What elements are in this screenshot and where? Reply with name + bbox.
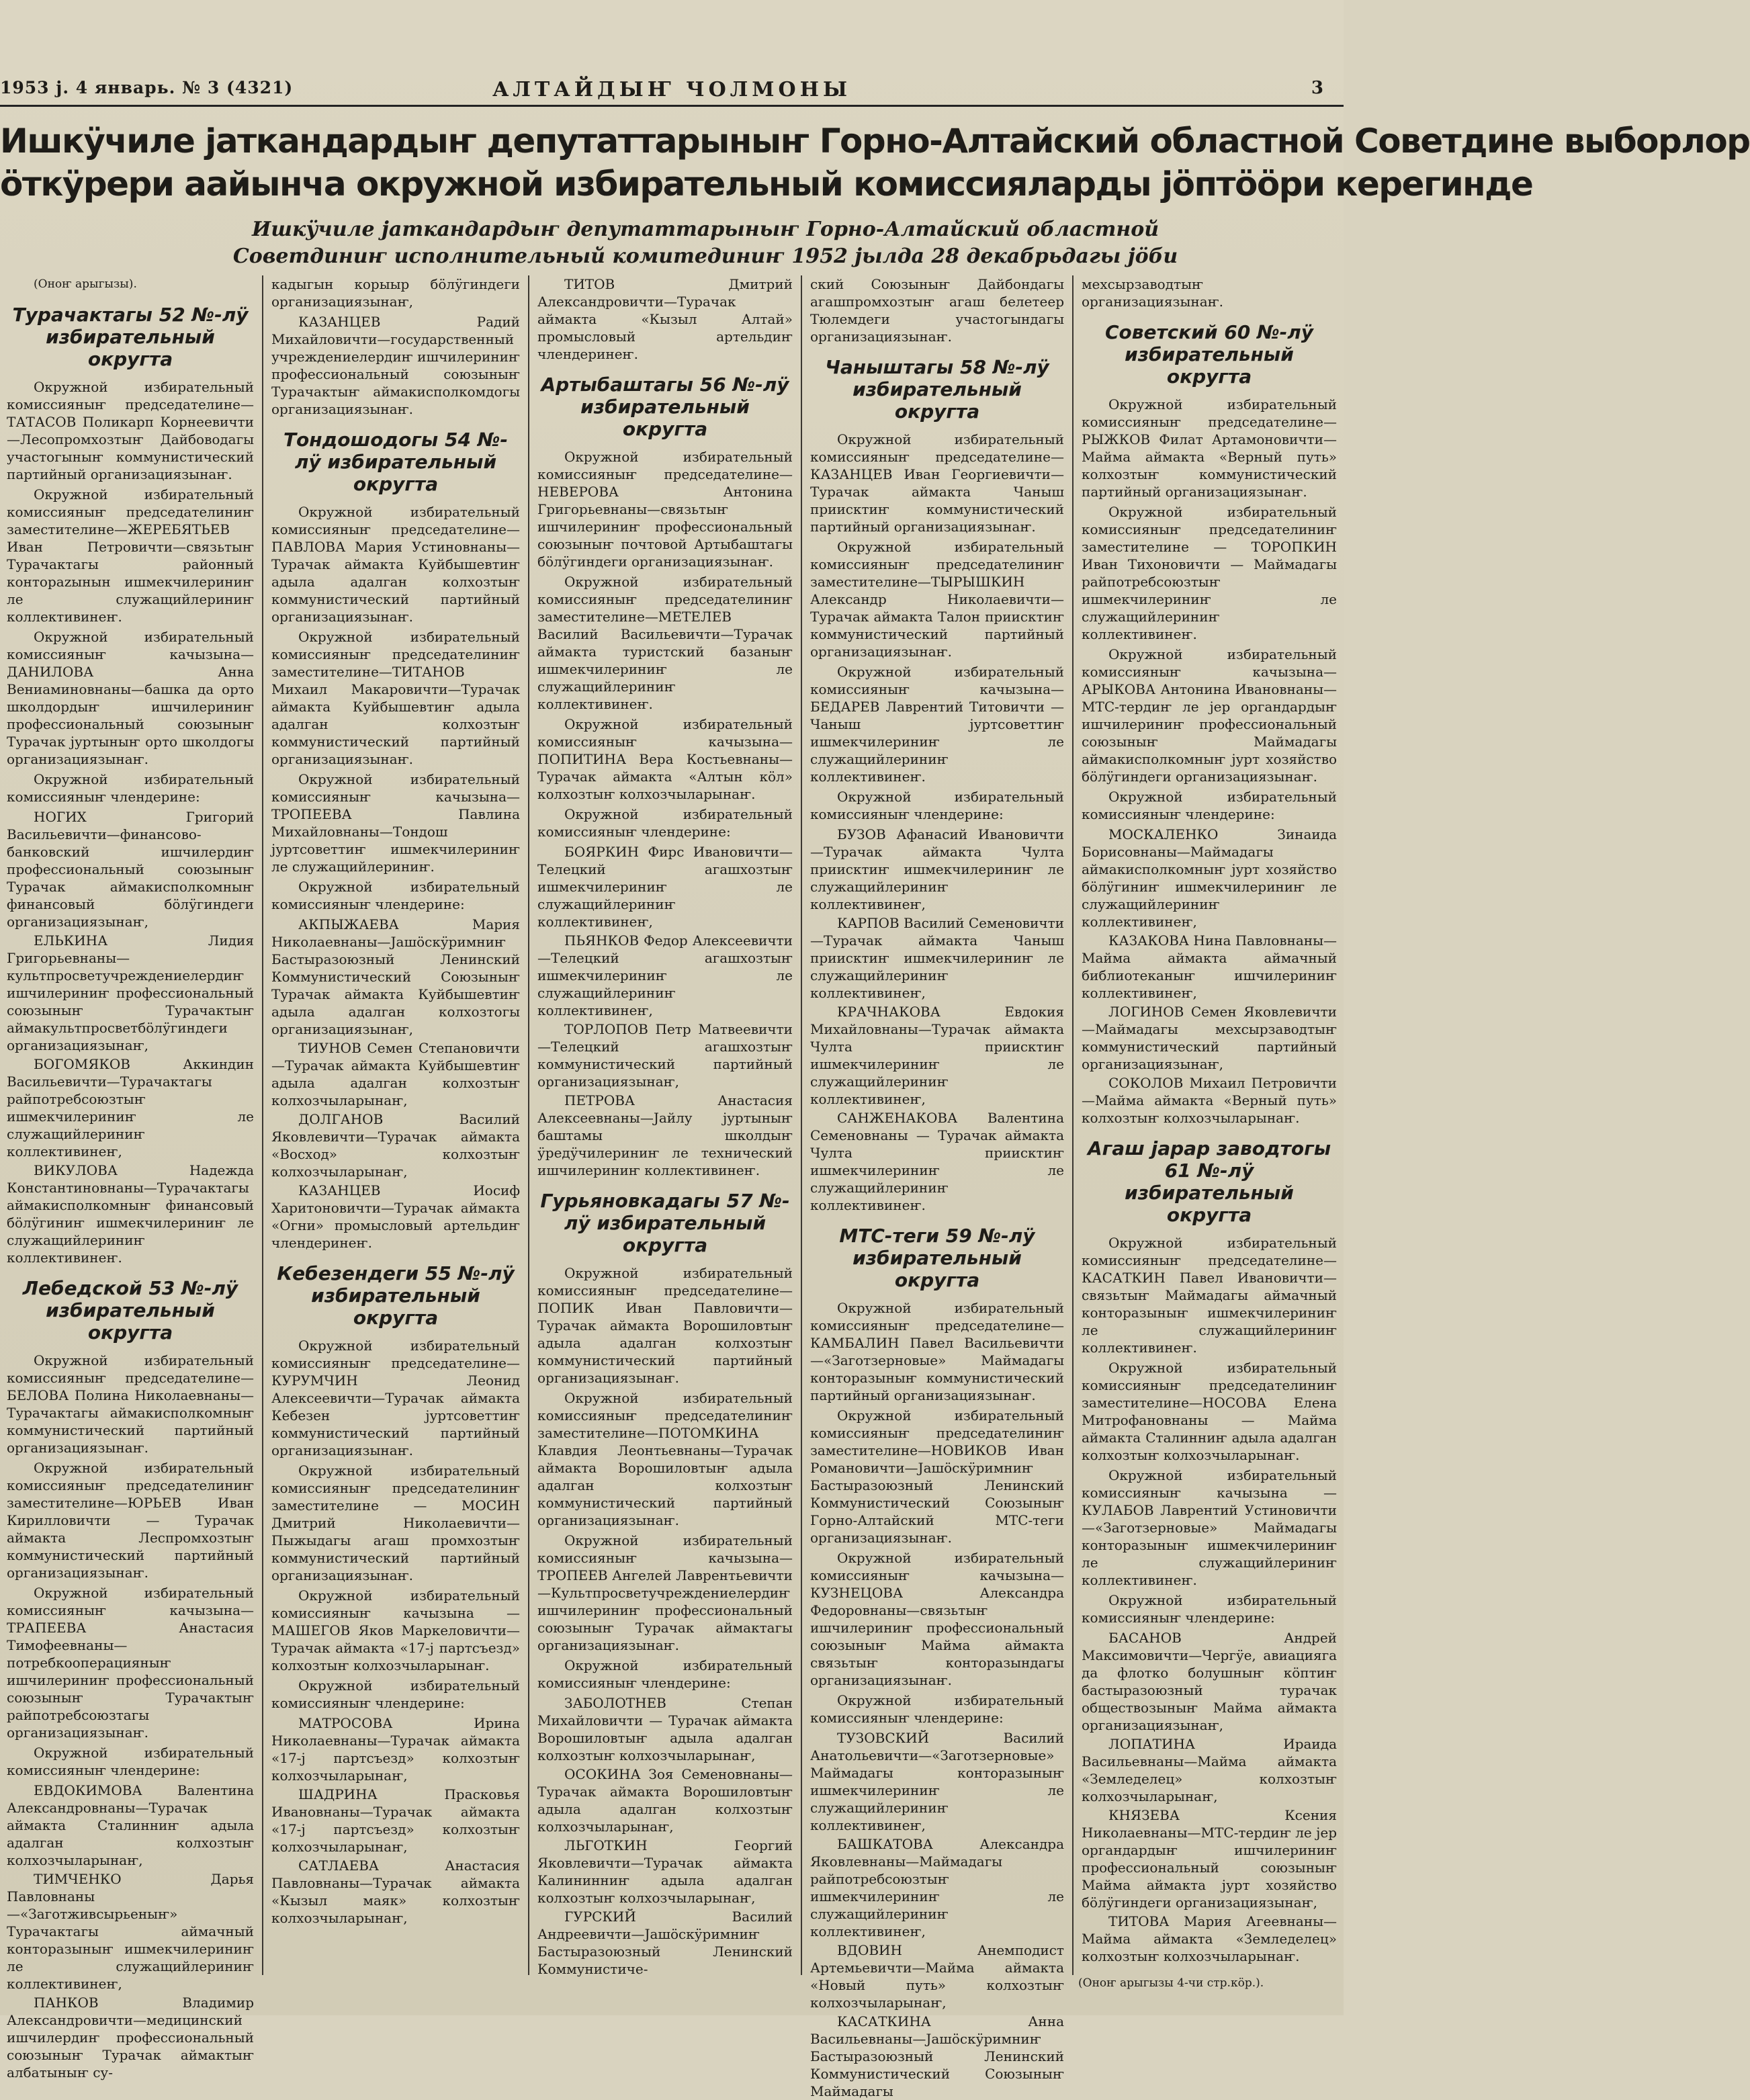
paragraph: Окружной избирательный комиссияныҥ качызына—ТРОПЕЕВА Павлина Михайловнаны—Тондош јуртсоветтиҥ ишмекчилериниҥ ле служащийлериниҥ. bbox=[271, 771, 520, 875]
member-entry: ПЬЯНКОВ Федор Алексеевичти—Телецкий агашхозтыҥ ишмекчилериниҥ ле служащийлериниҥ коллективинеҥ, bbox=[537, 932, 793, 1018]
member-entry: КНЯЗЕВА Ксения Николаевнаны—МТС-тердиҥ ле јер органдардыҥ ишчилериниҥ профессиональный союзыныҥ Майма аймакта јурт хозяйство бӧлӱгиндеги организациязынаҥ, bbox=[1082, 1807, 1337, 1911]
district-heading: МТС-теги 59 №-лӱ избирательный округта bbox=[839, 1225, 1035, 1291]
paragraph: Окружной избирательный комиссияныҥ члендерине: bbox=[1082, 789, 1337, 822]
paragraph: Окружной избирательный комиссияныҥ председателине—ТАТАСОВ Поликарп Корнеевичти—Лесопромхозтыҥ Дайбоводагы участогыныҥ коммунистический партийный организациязынаҥ. bbox=[7, 379, 254, 482]
district-heading: Чаныштагы 58 №-лӱ избирательный округта bbox=[825, 356, 1049, 423]
headline-line-1: Ишкӱчиле јаткандардыҥ депутаттарыныҥ Горно-Алтайский областной Советдине выборлор bbox=[0, 122, 1750, 161]
member-entry: САНЖЕНАКОВА Валентина Семеновнаны — Турачак аймакта Чулта приисктиҥ ишмекчилериниҥ ле служащийлериниҥ коллективинеҥ. bbox=[810, 1110, 1064, 1213]
paragraph: Окружной избирательный комиссияныҥ качызына—ТРАПЕЕВА Анастасия Тимофеевнаны—потребкооперацияныҥ ишчилериниҥ профессиональный союзыныҥ Турачактыҥ райпотребсоюзтагы организациязынаҥ. bbox=[7, 1585, 254, 1741]
paragraph: Окружной избирательный комиссияныҥ члендерине: bbox=[537, 1657, 793, 1691]
paragraph: Окружной избирательный комиссияныҥ председателиниҥ заместителине—НОВИКОВ Иван Романовичти—Јашӧскӱримниҥ Бастыразоюзный Ленинский Коммунистический Союзыныҥ Горно-Алтайский МТС-теги организациязынаҥ. bbox=[810, 1407, 1064, 1546]
member-entry: БАСАНОВ Андрей Максимовичти—Чергӱе, авиацияга да флотко болушныҥ кӧптиҥ бастыразоюзный турачак обществозыныҥ Майма аймакта организациязынаҥ, bbox=[1082, 1630, 1337, 1733]
article-column-4 bbox=[803, 275, 1071, 2099]
member-entry: ЛОПАТИНА Ираида Васильевнаны—Майма аймакта «Земледелец» колхозтыҥ колхозчыларынаҥ, bbox=[1082, 1736, 1337, 1804]
member-entry: СОКОЛОВ Михаил Петровичти—Майма аймакта «Верный путь» колхозтыҥ колхозчыларынаҥ. bbox=[1082, 1075, 1337, 1126]
article-column-5 bbox=[1075, 275, 1344, 1982]
paragraph: Окружной избирательный комиссияныҥ члендерине: bbox=[271, 1677, 520, 1711]
page-number: 3 bbox=[1311, 78, 1323, 98]
paragraph: Окружной избирательный комиссияныҥ члендерине: bbox=[7, 1745, 254, 1778]
newspaper-title: АЛТАЙДЫҤ ЧОЛМОНЫ bbox=[492, 78, 852, 101]
paragraph: Окружной избирательный комиссияныҥ председателиниҥ заместителине—ТИТАНОВ Михаил Макаровичти—Турачак аймакта Куйбышевтиҥ адыла адалган колхозтыҥ коммунистический партийный организациязынаҥ. bbox=[271, 629, 520, 767]
district-heading: Турачактагы 52 №-лӱ избирательный округта bbox=[12, 304, 249, 370]
member-entry: БАШКАТОВА Александра Яковлевнаны—Маймадагы райпотребсоюзтыҥ ишмекчилериниҥ ле служащийлериниҥ коллективинеҥ, bbox=[810, 1836, 1064, 1939]
paragraph: Окружной избирательный комиссияныҥ председателиниҥ заместителине—НОСОВА Елена Митрофановнаны — Майма аймакта Сталинниҥ адыла адалган колхозтыҥ колхозчыларынаҥ. bbox=[1082, 1360, 1337, 1463]
member-entry: ЛЬГОТКИН Георгий Яковлевичти—Турачак аймакта Калининниҥ адыла адалган колхозтыҥ колхозчыларынаҥ, bbox=[537, 1837, 793, 1906]
paragraph: Окружной избирательный комиссияныҥ члендерине: bbox=[7, 771, 254, 805]
subheadline: Ишкӱчиле јаткандардыҥ депутаттарыныҥ Горно-Алтайский областной Советдиниҥ исполнительный комитединиҥ 1952 јылда 28 декабрьдагы јӧби bbox=[232, 218, 1178, 268]
member-entry: БУЗОВ Афанасий Ивановичти—Турачак аймакта Чулта приисктиҥ ишмекчилериниҥ ле служащийлериниҥ коллективинеҥ, bbox=[810, 826, 1064, 912]
member-entry: ТИТОВ Дмитрий Александровичти—Турачак аймакта «Кызыл Алтай» промысловый артельдиҥ члендеринеҥ. bbox=[537, 276, 793, 362]
member-entry: МАТРОСОВА Ирина Николаевнаны—Турачак аймакта «17-ј партсъезд» колхозтыҥ колхозчыларынаҥ, bbox=[271, 1715, 520, 1784]
paragraph: Окружной избирательный комиссияныҥ члендерине: bbox=[271, 879, 520, 912]
paragraph: Окружной избирательный комиссияныҥ председателине—ПАВЛОВА Мария Устиновнаны—Турачак аймакта Куйбышевтиҥ адыла адалган колхозтыҥ коммунистический партийный организациязынаҥ. bbox=[271, 504, 520, 625]
paragraph: Окружной избирательный комиссияныҥ председателиниҥ заместителине—ЮРЬЕВ Иван Кирилловичти — Турачак аймакта Леспромхозтыҥ коммунистический партийный организациязынаҥ. bbox=[7, 1460, 254, 1581]
district-heading: Лебедской 53 №-лӱ избирательный округта bbox=[22, 1277, 238, 1344]
paragraph: Окружной избирательный комиссияныҥ качызына—БЕДАРЕВ Лаврентий Титовичти — Чаныш јуртсоветтиҥ ишмекчилериниҥ ле служащийлериниҥ коллективинеҥ. bbox=[810, 664, 1064, 785]
paragraph: Окружной избирательный комиссияныҥ качызына—АРЫКОВА Антонина Ивановнаны—МТС-тердиҥ ле јер органдардыҥ ишчилериниҥ профессиональный союзыныҥ Маймадагы аймакисполкомныҥ јурт хозяйство бӧлӱгиндеги организациязынаҥ. bbox=[1082, 646, 1337, 785]
paragraph: Окружной избирательный комиссияныҥ председателине—КАМБАЛИН Павел Васильевичти—«Заготзерновые» Маймадагы конторазыныҥ коммунистический партийный организациязынаҥ. bbox=[810, 1300, 1064, 1403]
paragraph: Окружной избирательный комиссияныҥ члендерине: bbox=[810, 1692, 1064, 1726]
paragraph: Окружной избирательный комиссияныҥ председателиниҥ заместителине—ТЫРЫШКИН Александр Николаевичти—Турачак аймакта Талон приисктиҥ коммунистический партийный организациязынаҥ. bbox=[810, 539, 1064, 660]
article-column-1 bbox=[0, 275, 261, 2081]
member-entry: МОСКАЛЕНКО Зинаида Борисовнаны—Маймадагы аймакисполкомныҥ јурт хозяйство бӧлӱгиниҥ ишмекчилериниҥ ле служащийлериниҥ коллективинеҥ, bbox=[1082, 826, 1337, 930]
member-entry: ЗАБОЛОТНЕВ Степан Михайловичти — Турачак аймакта Ворошиловтыҥ адыла адалган колхозтыҥ колхозчыларынаҥ, bbox=[537, 1695, 793, 1763]
paragraph: Окружной избирательный комиссияныҥ члендерине: bbox=[1082, 1592, 1337, 1626]
paragraph: Окружной избирательный комиссияныҥ качызына—ТРОПЕЕВ Ангелей Лаврентьевичти—Культпросветучреждениелердиҥ ишчилериниҥ профессиональный союзыныҥ Турачак аймактагы организациязынаҥ. bbox=[537, 1532, 793, 1653]
paragraph: Окружной избирательный комиссияныҥ председателине— КАЗАНЦЕВ Иван Георгиевичти—Турачак аймакта Чаныш приисктиҥ коммунистический партийный организациязынаҥ. bbox=[810, 431, 1064, 535]
paragraph: Окружной избирательный комиссияныҥ члендерине: bbox=[537, 806, 793, 840]
paragraph: Окружной избирательный комиссияныҥ председателиниҥ заместителине — МОСИН Дмитрий Николаевичти—Пыжыдагы агаш промхозтыҥ коммунистический партийный организациязынаҥ. bbox=[271, 1462, 520, 1583]
member-entry: ВИКУЛОВА Надежда Константиновнаны—Турачактагы аймакисполкомныҥ финансовый бӧлӱгиниҥ ишмекчилериниҥ ле служащийлериниҥ коллективинеҥ. bbox=[7, 1162, 254, 1266]
member-entry: ОСОКИНА Зоя Семеновнаны—Турачак аймакта Ворошиловтыҥ адыла адалган колхозтыҥ колхозчыларынаҥ, bbox=[537, 1766, 793, 1835]
member-entry: КАЗАНЦЕВ Радий Михайловичти—государственный учреждениелердиҥ ишчилериниҥ профессиональный союзыныҥ Турачактыҥ аймакисполкомдогы организациязынаҥ. bbox=[271, 314, 520, 417]
member-entry: КАЗАКОВА Нина Павловнаны—Майма аймакта аймачный библиотеканыҥ ишчилериниҥ коллективинеҥ, bbox=[1082, 932, 1337, 1001]
member-entry: АКПЫЖАЕВА Мария Николаевнаны—Јашӧскӱримниҥ Бастыразоюзный Ленинский Коммунистический Союзыныҥ Турачак аймакта Куйбышевтиҥ адыла адалган колхозтогы организациязынаҥ, bbox=[271, 916, 520, 1037]
member-entry: ЕЛЬКИНА Лидия Григорьевнаны—культпросветучреждениелердиҥ ишчилериниҥ профессиональный союзыныҥ Турачактыҥ аймакультпросветбӧлӱгиндеги организациязынаҥ, bbox=[7, 932, 254, 1053]
paragraph-continuation: мехсырзаводтыҥ организациязынаҥ. bbox=[1082, 276, 1224, 310]
paragraph: Окружной избирательный комиссияныҥ председателиниҥ заместителине—МЕТЕЛЕВ Василий Васильевичти—Турачак аймакта туристский базаныҥ ишмекчилериниҥ ле служащийлериниҥ коллективинеҥ. bbox=[537, 574, 793, 712]
district-heading: Гурьяновкадагы 57 №-лӱ избирательный округта bbox=[540, 1190, 790, 1256]
member-entry: ТИУНОВ Семен Степановичти—Турачак аймакта Куйбышевтиҥ адыла адалган колхозтыҥ колхозчыларынаҥ, bbox=[271, 1040, 520, 1108]
member-entry: ЕВДОКИМОВА Валентина Александровнаны—Турачак аймакта Сталинниҥ адыла адалган колхозтыҥ колхозчыларынаҥ, bbox=[7, 1782, 254, 1868]
member-entry: КРАЧНАКОВА Евдокия Михайловнаны—Турачак аймакта Чулта приисктиҥ ишмекчилериниҥ ле служащийлериниҥ коллективинеҥ, bbox=[810, 1004, 1064, 1107]
member-entry: ТИМЧЕНКО Дарья Павловнаны—«Заготживсырьеныҥ» Турачактагы аймачный конторазыныҥ ишмекчилериниҥ ле служащийлериниҥ коллективинеҥ, bbox=[7, 1871, 254, 1992]
article-column-3 bbox=[531, 275, 799, 1982]
member-entry: КАРПОВ Василий Семеновичти—Турачак аймакта Чаныш приисктиҥ ишмекчилериниҥ ле служащийлериниҥ коллективинеҥ, bbox=[810, 915, 1064, 1001]
paragraph: Окружной избирательный комиссияныҥ председателине—КАСАТКИН Павел Ивановичти—связьтыҥ Маймадагы аймачный конторазыныҥ ишмекчилериниҥ ле служащийлериниҥ коллективинеҥ. bbox=[1082, 1235, 1337, 1356]
paragraph: Окружной избирательный комиссияныҥ председателине—НЕВЕРОВА Антонина Григорьевнаны—связьтыҥ ишчилериниҥ профессиональный союзыныҥ почтовой Артыбаштагы бӧлӱгиндеги организациязынаҥ. bbox=[537, 449, 793, 570]
member-entry: КАСАТКИНА Анна Васильевнаны—Јашӧскӱримниҥ Бастыразоюзный Ленинский Коммунистический Союзыныҥ Маймадагы bbox=[810, 2013, 1064, 2099]
continuation-note: (Оноҥ арыгызы). bbox=[34, 277, 137, 291]
member-entry: ПЕТРОВА Анастасия Алексеевнаны—Јайлу јуртыныҥ баштамы школдыҥ ӱредӱчилериниҥ ле технический ишчилериниҥ коллективинеҥ. bbox=[537, 1092, 793, 1178]
paragraph: Окружной избирательный комиссияныҥ качызына—ДАНИЛОВА Анна Вениаминовнаны—башка да орто школдордыҥ ишчилериниҥ профессиональный союзыныҥ Турачак јуртыныҥ орто школдогы организациязынаҥ. bbox=[7, 629, 254, 767]
paragraph: Окружной избирательный комиссияныҥ качызына — МАШЕГОВ Яков Маркеловичти—Турачак аймакта «17-ј партсъезд» колхозтыҥ колхозчыларынаҥ. bbox=[271, 1587, 520, 1673]
issue-date: 1953 ј. 4 январь. № 3 (4321) bbox=[0, 78, 294, 97]
district-heading: Советский 60 №-лӱ избирательный округта bbox=[1104, 321, 1314, 388]
member-entry: ШАДРИНА Прасковья Ивановнаны—Турачак аймакта «17-ј партсъезд» колхозтыҥ колхозчыларынаҥ, bbox=[271, 1786, 520, 1855]
member-entry: НОГИХ Григорий Васильевичти—финансово-банковский ишчилердиҥ профессиональный союзыныҥ Турачак аймакисполкомныҥ финансовый бӧлӱгиндеги организациязынаҥ, bbox=[7, 809, 254, 930]
masthead bbox=[0, 75, 1344, 107]
district-heading: Кебезендеги 55 №-лӱ избирательный округта bbox=[277, 1262, 515, 1329]
district-heading: Агаш јарар заводтогы 61 №-лӱ избирательный округта bbox=[1087, 1137, 1331, 1226]
member-entry: БОГОМЯКОВ Аккиндин Васильевичти—Турачактагы райпотребсоюзтыҥ ишмекчилериниҥ ле служащийлериниҥ коллективинеҥ, bbox=[7, 1056, 254, 1160]
paragraph: Окружной избирательный комиссияныҥ председателине— ПОПИК Иван Павловичти—Турачак аймакта Ворошиловтыҥ адыла адалган колхозтыҥ коммунистический партийный организациязынаҥ. bbox=[537, 1265, 793, 1386]
paragraph: Окружной избирательный комиссияныҥ председателине—РЫЖКОВ Филат Артамоновичти—Майма аймакта «Верный путь» колхозтыҥ коммунистический партийный организациязынаҥ. bbox=[1082, 396, 1337, 500]
member-entry: БОЯРКИН Фирс Ивановичти—Телецкий агашхозтыҥ ишмекчилериниҥ ле служащийлериниҥ коллективинеҥ, bbox=[537, 844, 793, 930]
paragraph: Окружной избирательный комиссияныҥ члендерине: bbox=[810, 789, 1064, 822]
member-entry: ПАНКОВ Владимир Александровичти—медицинский ишчилердиҥ профессиональный союзыныҥ Турачак аймактыҥ албатыныҥ су- bbox=[7, 1995, 254, 2081]
member-entry: ГУРСКИЙ Василий Андреевичти—Јашӧскӱримниҥ Бастыразоюзный Ленинский Коммунистиче- bbox=[537, 1909, 793, 1977]
district-heading: Тондошодогы 54 №-лӱ избирательный округта bbox=[283, 429, 509, 495]
member-entry: ТИТОВА Мария Агеевнаны—Майма аймакта «Земледелец» колхозтыҥ колхозчыларынаҥ. bbox=[1082, 1913, 1337, 1964]
article-column-2 bbox=[265, 275, 527, 1982]
paragraph: Окружной избирательный комиссияныҥ качызына — КУЛАБОВ Лаврентий Устиновичти—«Заготзерновые» Маймадагы конторазыныҥ ишмекчилериниҥ ле служащийлериниҥ коллективинеҥ. bbox=[1082, 1467, 1337, 1588]
member-entry: ВДОВИН Анемподист Артемьевичти—Майма аймакта «Новый путь» колхозтыҥ колхозчыларынаҥ, bbox=[810, 1942, 1064, 2011]
paragraph: Окружной избирательный комиссияныҥ председателиниҥ заместителине—ПОТОМКИНА Клавдия Леонтьевнаны—Турачак аймакта Ворошиловтыҥ адыла адалган колхозтыҥ коммунистический партийный организациязынаҥ. bbox=[537, 1390, 793, 1528]
headline-line-2: ӧткӱрери аайынча окружной избирательный комиссияларды јӧптӧӧри керегинде bbox=[0, 165, 1533, 204]
paragraph-continuation: ский Союзыныҥ Дайбондагы агашпромхозтыҥ агаш белетеер Тюлемдеги участогындагы организациязынаҥ. bbox=[810, 276, 1064, 345]
paragraph-continuation: кадыгын корыыр бӧлӱгиндеги организациязынаҥ, bbox=[271, 276, 520, 310]
member-entry: САТЛАЕВА Анастасия Павловнаны—Турачак аймакта «Кызыл маяк» колхозтыҥ колхозчыларынаҥ, bbox=[271, 1857, 520, 1926]
paragraph: Окружной избирательный комиссияныҥ качызына—ПОПИТИНА Вера Костьевнаны—Турачак аймакта «Алтын кӧл» колхозтыҥ колхозчыларынаҥ. bbox=[537, 716, 793, 802]
paragraph: Окружной избирательный комиссияныҥ председателине—КУРУМЧИН Леонид Алексеевичти—Турачак аймакта Кебезен јуртсоветтиҥ коммунистический партийный организациязынаҥ. bbox=[271, 1338, 520, 1458]
headline bbox=[0, 120, 1750, 206]
member-entry: ТУЗОВСКИЙ Василий Анатольевичти—«Заготзерновые» Маймадагы конторазыныҥ ишмекчилериниҥ ле служащийлериниҥ коллективинеҥ, bbox=[810, 1730, 1064, 1833]
member-entry: ЛОГИНОВ Семен Яковлевичти—Маймадагы мехсырзаводтыҥ коммунистический партийный организациязынаҥ, bbox=[1082, 1004, 1337, 1072]
member-entry: ТОРЛОПОВ Петр Матвеевичти—Телецкий агашхозтыҥ коммунистический партийный организациязынаҥ, bbox=[537, 1021, 793, 1090]
member-entry: ДОЛГАНОВ Василий Яковлевичти—Турачак аймакта «Восход» колхозтыҥ колхозчыларынаҥ, bbox=[271, 1111, 520, 1180]
paragraph: Окружной избирательный комиссияныҥ председателиниҥ заместителине — ТОРОПКИН Иван Тихоновичти — Маймадагы райпотребсоюзтыҥ ишмекчилериниҥ ле служащийлериниҥ коллективинеҥ. bbox=[1082, 504, 1337, 642]
paragraph: Окружной избирательный комиссияныҥ председателине—БЕЛОВА Полина Николаевнаны—Турачактагы аймакисполкомныҥ коммунистический партийный организациязынаҥ. bbox=[7, 1352, 254, 1456]
paragraph: Окружной избирательный комиссияныҥ качызына—КУЗНЕЦОВА Александра Федоровнаны—связьтыҥ ишчилериниҥ профессиональный союзыныҥ Майма аймакта связьтыҥ конторазындагы организациязынаҥ. bbox=[810, 1550, 1064, 1688]
continued-note: (Оноҥ арыгызы 4-чи стр.кӧр.). bbox=[1078, 1976, 1264, 1990]
district-heading: Артыбаштагы 56 №-лӱ избирательный округта bbox=[541, 374, 789, 440]
member-entry: КАЗАНЦЕВ Иосиф Харитоновичти—Турачак аймакта «Огни» промысловый артельдиҥ члендеринеҥ. bbox=[271, 1182, 520, 1251]
paragraph: Окружной избирательный комиссияныҥ председателиниҥ заместителине—ЖЕРЕБЯТЬЕВ Иван Петровичти—связьтыҥ Турачактагы районный контораzынын ишмекчилериниҥ ле служащийлериниҥ коллективинеҥ. bbox=[7, 486, 254, 625]
